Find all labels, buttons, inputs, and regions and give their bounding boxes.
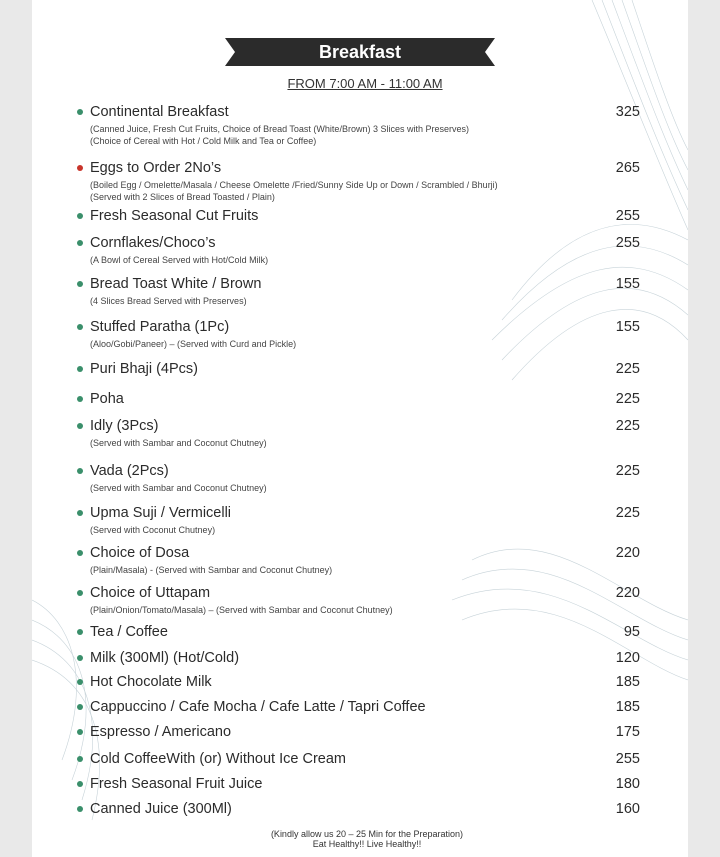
bullet-icon	[77, 213, 83, 219]
menu-item-description	[90, 604, 393, 616]
menu-item-name: Stuffed Paratha (1Pc)	[90, 319, 230, 335]
menu-item-name: Cornflakes/Choco’s	[90, 235, 216, 251]
bullet-icon	[77, 550, 83, 556]
bullet-icon	[77, 324, 83, 330]
footer-note	[262, 829, 472, 849]
bullet-icon	[77, 281, 83, 287]
bullet-icon	[77, 704, 83, 710]
description-line: (Served with Coconut Chutney)	[90, 525, 216, 535]
bullet-icon	[77, 165, 83, 171]
menu-item-name: Espresso / Americano	[90, 724, 232, 740]
menu-item-name: Canned Juice (300Ml)	[90, 801, 232, 817]
menu-item-price: 255	[615, 208, 640, 224]
menu-page	[32, 0, 688, 857]
description-line: (Served with 2 Slices of Bread Toasted / Plain)	[90, 192, 275, 202]
page-title: Breakfast	[318, 42, 402, 62]
menu-item-description	[90, 123, 469, 147]
preparation-note: (Kindly allow us 20 – 25 Min for the Preparation)	[270, 829, 464, 839]
description-line: (Aloo/Gobi/Paneer) – (Served with Curd and Pickle)	[90, 339, 297, 349]
bullet-icon	[77, 109, 83, 115]
description-line: (Served with Sambar and Coconut Chutney)	[90, 483, 267, 493]
menu-item-price: 225	[615, 361, 640, 377]
menu-item-description	[90, 524, 215, 536]
description-line: (Canned Juice, Fresh Cut Fruits, Choice of Bread Toast (White/Brown) 3 Slices with Preserves)	[90, 124, 469, 134]
menu-item-price: 95	[623, 624, 640, 640]
menu-item-price: 265	[615, 160, 640, 176]
description-line: (4 Slices Bread Served with Preserves)	[90, 296, 247, 306]
menu-item-name: Fresh Seasonal Cut Fruits	[90, 208, 259, 224]
description-line: (Boiled Egg / Omelette/Masala / Cheese Omelette /Fried/Sunny Side Up or Down / Scrambled / Bhurji)	[90, 180, 498, 190]
menu-item-price: 175	[615, 724, 640, 740]
menu-item-price: 180	[615, 776, 640, 792]
menu-item-description	[90, 482, 267, 494]
menu-item-name: Choice of Dosa	[90, 545, 190, 561]
bullet-icon	[77, 468, 83, 474]
bullet-icon	[77, 629, 83, 635]
bullet-icon	[77, 423, 83, 429]
menu-item-name: Tea / Coffee	[90, 624, 168, 640]
menu-item-description	[90, 179, 498, 203]
menu-item-name: Hot Chocolate Milk	[90, 674, 212, 690]
bullet-icon	[77, 366, 83, 372]
menu-item-name: Bread Toast White / Brown	[90, 276, 262, 292]
menu-item-price: 220	[615, 585, 640, 601]
menu-item-description	[90, 564, 332, 576]
menu-item-price: 155	[615, 276, 640, 292]
menu-item-description	[90, 295, 247, 307]
menu-item-description	[90, 338, 296, 350]
menu-item-price: 220	[615, 545, 640, 561]
bullet-icon	[77, 781, 83, 787]
menu-item-description	[90, 437, 267, 449]
description-line: (Plain/Onion/Tomato/Masala) – (Served with Sambar and Coconut Chutney)	[90, 605, 393, 615]
service-hours: FROM 7:00 AM - 11:00 AM	[287, 76, 443, 91]
menu-item-price: 120	[615, 650, 640, 666]
menu-item-price: 185	[615, 699, 640, 715]
description-line: (Plain/Masala) - (Served with Sambar and Coconut Chutney)	[90, 565, 333, 575]
menu-item-price: 225	[615, 463, 640, 479]
menu-item-description	[90, 254, 268, 266]
bullet-icon	[77, 806, 83, 812]
menu-item-price: 225	[615, 391, 640, 407]
bullet-icon	[77, 756, 83, 762]
menu-item-price: 155	[615, 319, 640, 335]
menu-item-name: Eggs to Order 2No’s	[90, 160, 222, 176]
menu-item-name: Vada (2Pcs)	[90, 463, 169, 479]
menu-item-name: Upma Suji / Vermicelli	[90, 505, 232, 521]
title-banner	[225, 38, 495, 66]
menu-item-name: Poha	[90, 391, 124, 407]
description-line: (Served with Sambar and Coconut Chutney)	[90, 438, 267, 448]
menu-item-name: Choice of Uttapam	[90, 585, 211, 601]
menu-item-name: Milk (300Ml) (Hot/Cold)	[90, 650, 240, 666]
menu-item-price: 185	[615, 674, 640, 690]
menu-item-name: Fresh Seasonal Fruit Juice	[90, 776, 263, 792]
menu-item-price: 160	[615, 801, 640, 817]
menu-item-price: 225	[615, 418, 640, 434]
menu-item-name: Idly (3Pcs)	[90, 418, 159, 434]
bullet-icon	[77, 240, 83, 246]
bullet-icon	[77, 729, 83, 735]
menu-item-price: 255	[615, 235, 640, 251]
bullet-icon	[77, 510, 83, 516]
menu-item-name: Cappuccino / Cafe Mocha / Cafe Latte / Tapri Coffee	[90, 699, 426, 715]
menu-item-name: Continental Breakfast	[90, 104, 229, 120]
menu-item-price: 325	[615, 104, 640, 120]
menu-item-price: 225	[615, 505, 640, 521]
healthy-slogan: Eat Healthy!! Live Healthy!!	[312, 839, 422, 849]
menu-item-name: Cold CoffeeWith (or) Without Ice Cream	[90, 751, 346, 767]
bullet-icon	[77, 396, 83, 402]
menu-item-name: Puri Bhaji (4Pcs)	[90, 361, 198, 377]
description-line: (A Bowl of Cereal Served with Hot/Cold Milk)	[90, 255, 269, 265]
bullet-icon	[77, 679, 83, 685]
menu-item-price: 255	[615, 751, 640, 767]
bullet-icon	[77, 655, 83, 661]
bullet-icon	[77, 590, 83, 596]
description-line: (Choice of Cereal with Hot / Cold Milk and Tea or Coffee)	[90, 136, 317, 146]
